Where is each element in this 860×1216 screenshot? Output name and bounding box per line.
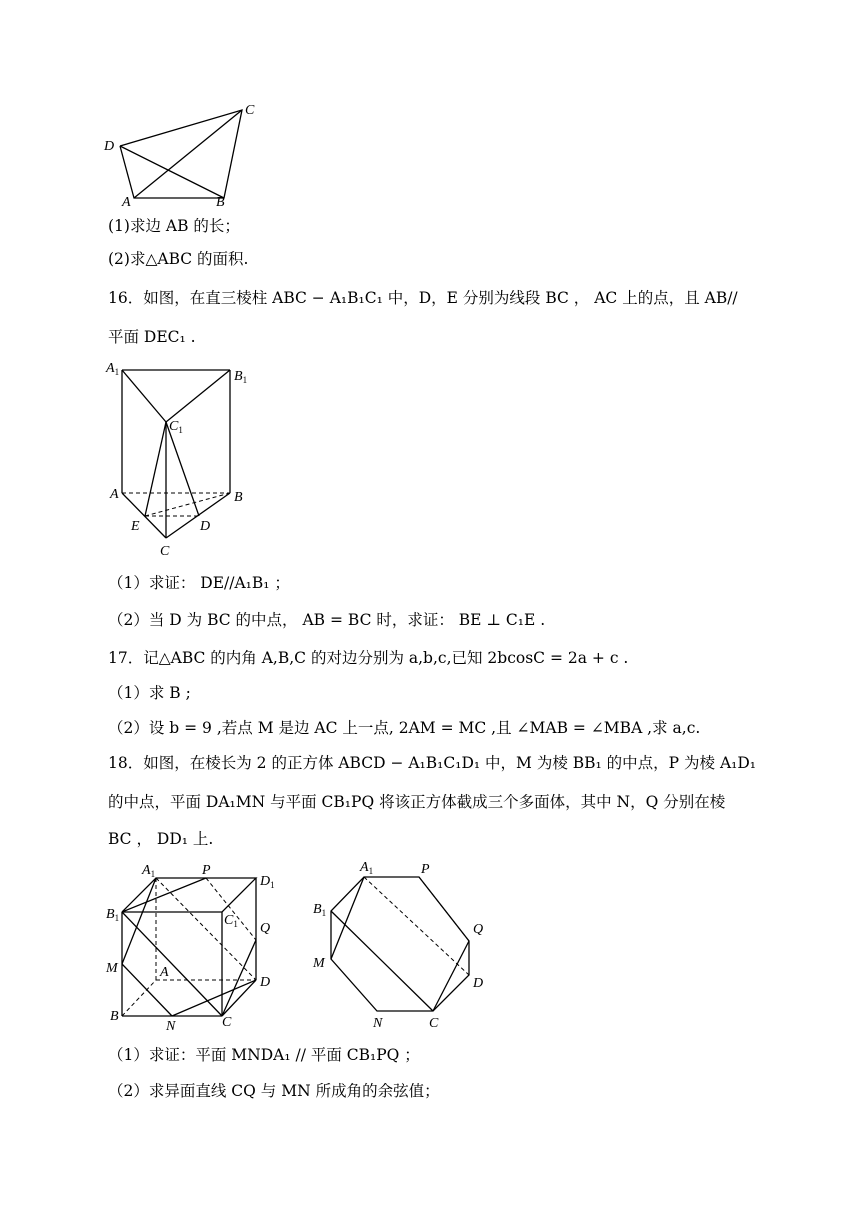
edge-qc xyxy=(222,940,256,1016)
label-m: M xyxy=(313,956,325,971)
diagonal-db xyxy=(120,146,224,198)
label-p: P xyxy=(202,863,211,878)
q17-stem: 17．记△ABC 的内角 A,B,C 的对边分别为 a,b,c,已知 2bcosC = 2a + c . xyxy=(108,649,629,667)
q18-stem-line3: BC ， DD₁ 上. xyxy=(108,830,214,848)
q18-stem-line2: 的中点，平面 DA₁MN 与平面 CB₁PQ 将该正方体截成三个多面体，其中 N，Q 分别在棱 xyxy=(108,793,726,811)
label-a: A xyxy=(160,965,169,980)
label-c1: $C_1$ xyxy=(169,419,183,435)
label-a1: $A_1$ xyxy=(142,863,156,879)
label-c: C xyxy=(222,1015,232,1030)
label-b1: $B_1$ xyxy=(234,369,248,385)
label-c: C xyxy=(429,1016,439,1031)
q15-part2: (2)求△ABC 的面积. xyxy=(108,250,249,268)
q16-part1: （1）求证： DE//A₁B₁ ； xyxy=(108,574,290,592)
label-b: B xyxy=(110,1009,119,1024)
edge-ba-hidden xyxy=(122,980,156,1016)
label-d: D xyxy=(473,976,484,991)
label-c: C xyxy=(160,544,170,559)
edge-a1c1 xyxy=(122,370,166,422)
edge-b1p xyxy=(122,878,206,912)
edge-b1c1 xyxy=(166,370,230,422)
edge-c1e xyxy=(145,422,166,516)
q15-part1: (1)求边 AB 的长； xyxy=(108,217,240,235)
label-b1: $B_1$ xyxy=(313,902,327,918)
edge-a1m xyxy=(122,878,156,964)
label-d: D xyxy=(200,519,211,534)
cube-top-face xyxy=(122,878,256,912)
label-b: B xyxy=(216,195,225,210)
label-a1: $A_1$ xyxy=(360,860,374,876)
label-q: Q xyxy=(260,921,271,936)
label-d: D xyxy=(104,139,115,154)
label-b: B xyxy=(234,490,243,505)
q18-part1: （1）求证：平面 MNDA₁ // 平面 CB₁PQ ； xyxy=(108,1046,420,1064)
q17-part1: （1）求 B ; xyxy=(108,684,191,702)
label-m: M xyxy=(106,961,118,976)
edge-cd xyxy=(222,980,256,1016)
label-a: A xyxy=(122,195,131,210)
label-b1: $B_1$ xyxy=(106,907,120,923)
label-a1: $A_1$ xyxy=(106,361,120,377)
label-q: Q xyxy=(473,922,484,937)
edge-eb-hidden xyxy=(145,493,230,516)
edge-pq-hidden xyxy=(206,878,256,940)
edge-c1d xyxy=(166,422,199,516)
edge-qc xyxy=(433,941,469,1011)
label-a: A xyxy=(110,487,119,502)
q16-part2: （2）当 D 为 BC 的中点， AB = BC 时，求证： BE ⊥ C₁E . xyxy=(108,611,546,629)
edge-nd xyxy=(172,980,256,1016)
edge-a1m xyxy=(331,877,364,959)
figure-triangular-prism xyxy=(100,360,260,560)
figure-cube xyxy=(100,860,290,1035)
q16-stem-line2: 平面 DEC₁ . xyxy=(108,328,196,346)
label-p: P xyxy=(421,862,430,877)
label-d1: $D_1$ xyxy=(260,874,275,890)
polyhedron-outline xyxy=(331,877,469,1011)
label-n: N xyxy=(373,1016,383,1031)
quad-edges xyxy=(120,110,242,198)
q18-part2: （2）求异面直线 CQ 与 MN 所成角的余弦值； xyxy=(108,1082,440,1100)
q17-part2: （2）设 b = 9 ,若点 M 是边 AC 上一点, 2AM = MC ,且 ∠MAB = ∠MBA ,求 a,c. xyxy=(108,719,701,737)
edge-b1c xyxy=(331,911,433,1011)
diagonal-ac xyxy=(134,110,242,198)
label-d: D xyxy=(260,975,271,990)
label-c1: $C_1$ xyxy=(224,913,238,929)
label-e: E xyxy=(131,519,140,534)
figure-middle-polyhedron xyxy=(305,855,505,1035)
label-c: C xyxy=(245,103,255,118)
edge-a1d-hidden xyxy=(364,877,469,975)
q16-stem-line1: 16．如图，在直三棱柱 ABC − A₁B₁C₁ 中，D，E 分别为线段 BC ， AC 上的点，且 AB// xyxy=(108,289,738,307)
figure-quadrilateral-abcd xyxy=(100,96,270,211)
q18-stem-line1: 18．如图，在棱长为 2 的正方体 ABCD − A₁B₁C₁D₁ 中，M 为棱 BB₁ 的中点，P 为棱 A₁D₁ xyxy=(108,754,756,772)
label-n: N xyxy=(166,1019,176,1034)
